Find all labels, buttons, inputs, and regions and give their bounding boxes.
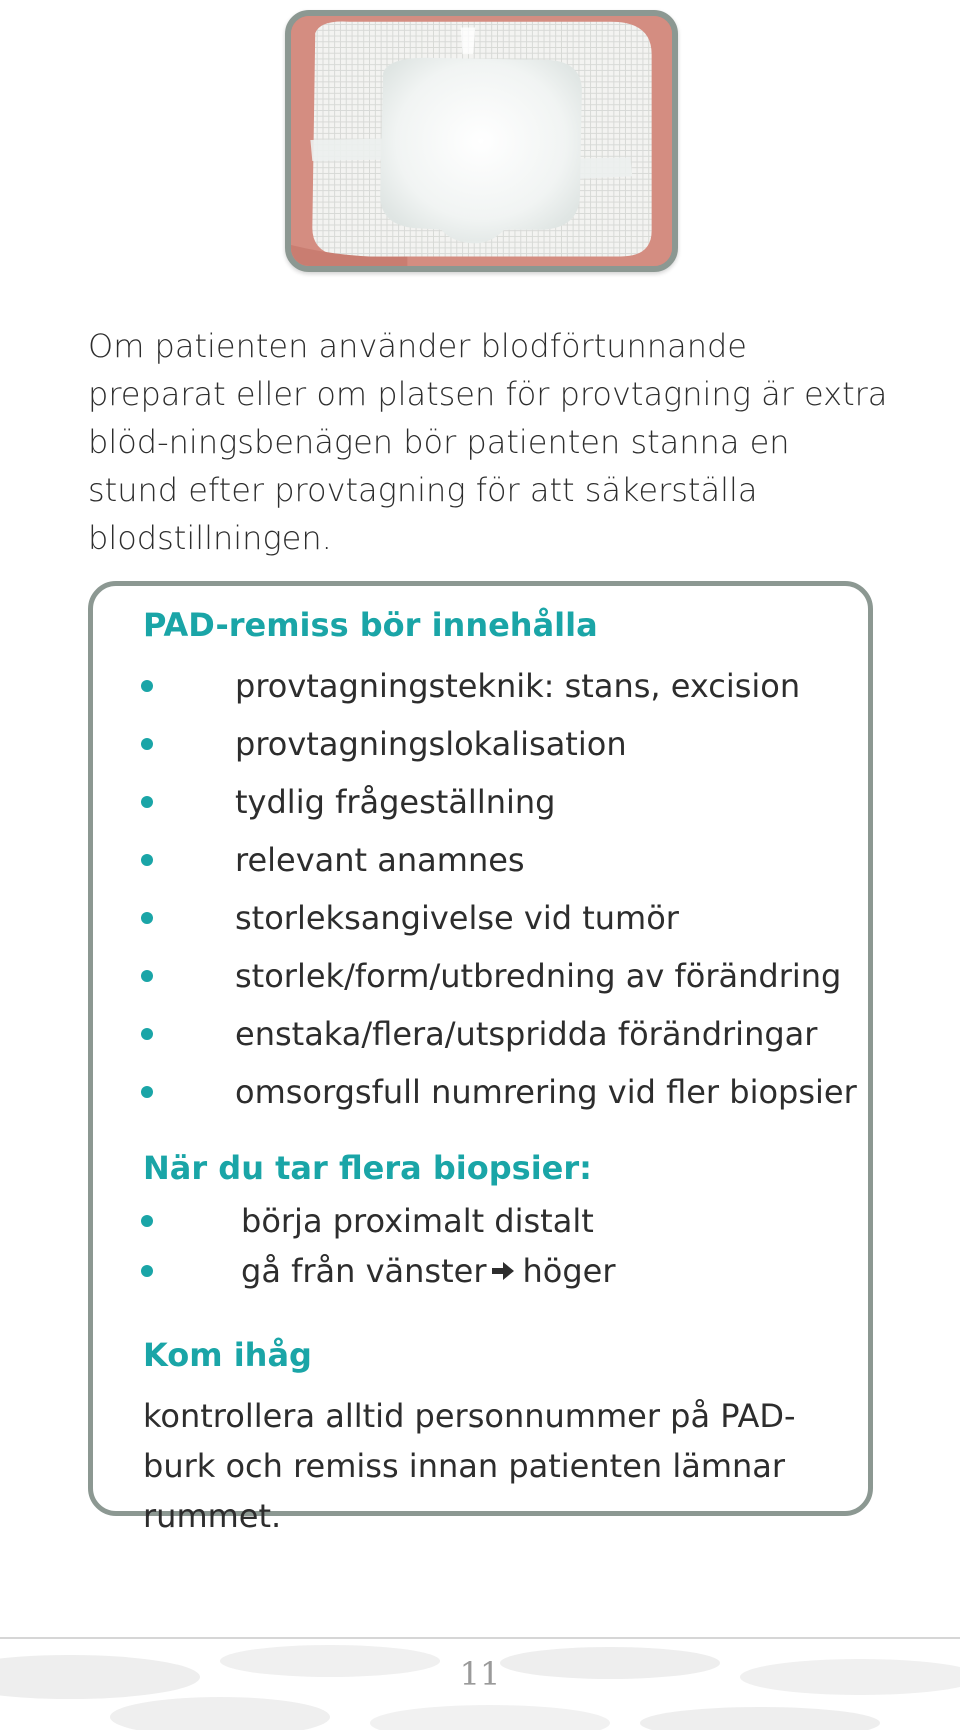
list-item-text: provtagningslokalisation xyxy=(235,725,627,763)
list-item xyxy=(135,947,855,1005)
bullet-dot-icon xyxy=(141,854,153,866)
bullet-dot-icon xyxy=(141,970,153,982)
list-item-text-start: gå från vänster xyxy=(241,1252,487,1290)
list-item-text: provtagningsteknik: stans, excision xyxy=(235,667,801,705)
pad-remiss-list xyxy=(135,657,855,1121)
list-item xyxy=(135,715,855,773)
list-item-text: omsorgsfull numrering vid fler biopsier xyxy=(235,1073,857,1111)
arrow-right-icon xyxy=(490,1261,516,1281)
list-item xyxy=(135,1063,855,1121)
biopsy-heading: När du tar flera biopsier: xyxy=(143,1149,592,1187)
bullet-dot-icon xyxy=(141,1215,153,1227)
list-item xyxy=(135,831,855,889)
list-item-text: storlek/form/utbredning av förändring xyxy=(235,957,842,995)
bullet-dot-icon xyxy=(141,1265,153,1277)
list-item-text: storleksangivelse vid tumör xyxy=(235,899,679,937)
list-item xyxy=(135,1246,855,1296)
list-item xyxy=(135,889,855,947)
page-number: 11 xyxy=(459,1655,501,1693)
bullet-dot-icon xyxy=(141,912,153,924)
list-item xyxy=(135,657,855,715)
bullet-dot-icon xyxy=(141,796,153,808)
pad-info-box xyxy=(88,581,873,1535)
bullet-dot-icon xyxy=(141,1086,153,1098)
list-item-text: enstaka/flera/utspridda förändringar xyxy=(235,1015,818,1053)
reminder-heading: Kom ihåg xyxy=(143,1336,312,1374)
list-item xyxy=(135,1005,855,1063)
list-item xyxy=(135,1196,855,1246)
list-item-text: börja proximalt distalt xyxy=(241,1202,594,1240)
list-item-text-end: höger xyxy=(522,1252,616,1290)
list-item-text: relevant anamnes xyxy=(235,841,525,879)
list-item xyxy=(135,773,855,831)
bullet-dot-icon xyxy=(141,680,153,692)
biopsy-list xyxy=(135,1196,855,1296)
intro-paragraph: Om patienten använder blodförtunnande preparat eller om platsen för provtagning är extra blöd-ningsbenägen bör patienten stanna en stund efter provtagning för att säkerställa blodstillningen. xyxy=(88,327,888,557)
dressing-photo xyxy=(285,10,678,272)
pad-remiss-heading: PAD-remiss bör innehålla xyxy=(143,606,598,644)
reminder-text: kontrollera alltid personnummer på PAD-burk och remiss innan patienten lämnar rummet. xyxy=(143,1397,796,1535)
list-item-text: tydlig frågeställning xyxy=(235,783,556,821)
bullet-dot-icon xyxy=(141,738,153,750)
bullet-dot-icon xyxy=(141,1028,153,1040)
